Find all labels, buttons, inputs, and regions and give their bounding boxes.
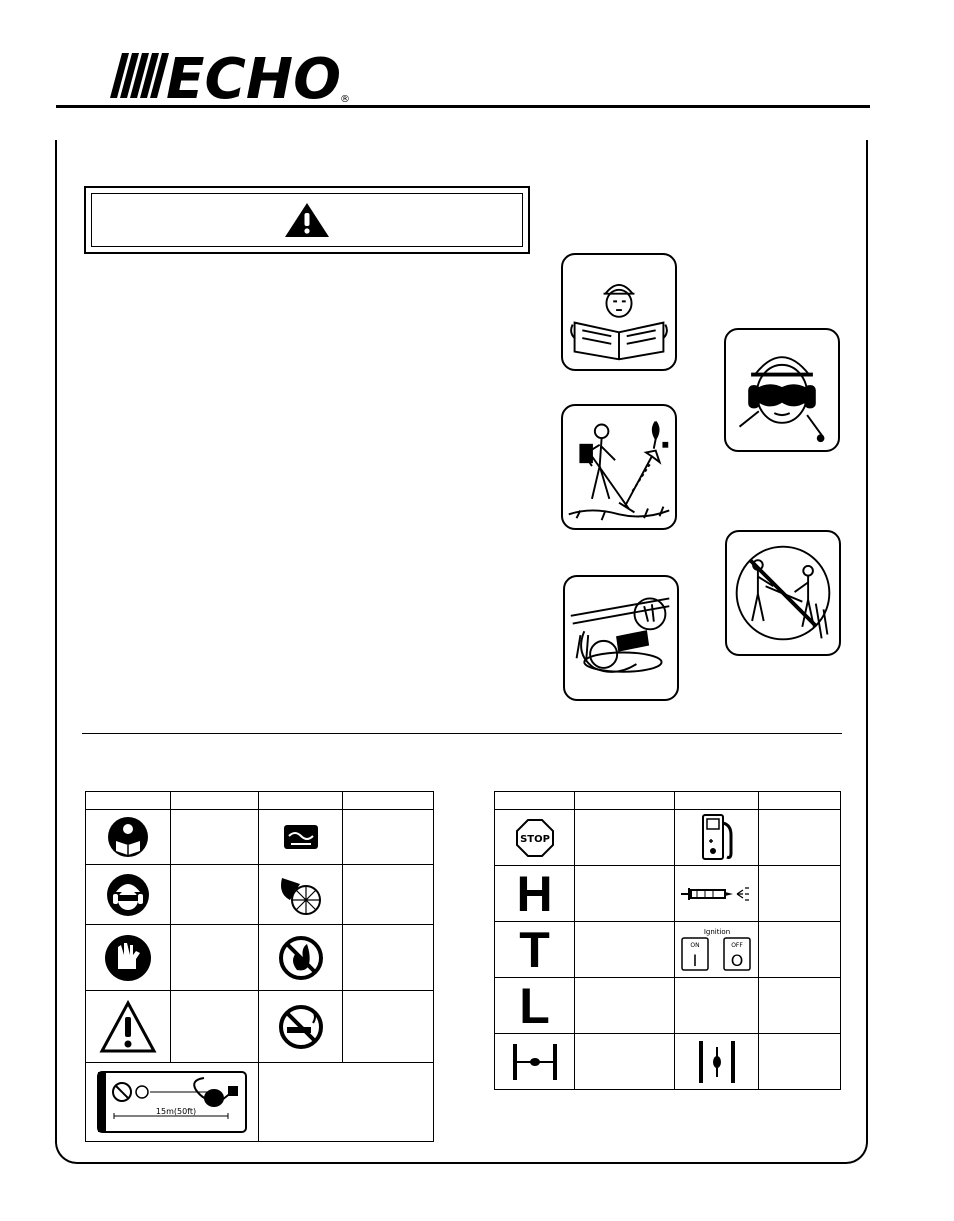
choke-open-icon — [675, 1034, 759, 1090]
eye-ear-protection-symbol-icon — [86, 865, 171, 925]
stop-sign-icon — [495, 810, 575, 866]
ignition-switch-icon — [675, 922, 759, 978]
read-manual-symbol-icon — [86, 810, 171, 865]
registered-mark: ® — [340, 94, 350, 104]
keep-distance-illustration — [725, 530, 841, 656]
ignition-off-label: OFF — [731, 941, 743, 949]
header-rule — [56, 105, 870, 108]
stop-label: STOP — [519, 833, 550, 845]
section-divider — [82, 733, 842, 734]
no-fire-symbol-icon — [259, 925, 343, 991]
caution-triangle-symbol-icon — [86, 991, 171, 1063]
bystander-distance-decal-icon — [86, 1063, 259, 1142]
choke-closed-icon — [495, 1034, 575, 1090]
no-bystanders-circle-icon — [727, 532, 839, 654]
table-header-row — [495, 792, 841, 810]
safety-symbols-table — [85, 791, 434, 1142]
echo-logo — [108, 48, 353, 104]
distance-label: 15m(50ft) — [155, 1107, 197, 1116]
table-row — [495, 1034, 841, 1090]
control-symbols-table — [494, 791, 841, 1090]
table-row — [86, 865, 434, 925]
table-row — [495, 978, 841, 1034]
low-speed-letter: L — [519, 977, 550, 1034]
warning-banner — [84, 186, 530, 254]
table-header-row — [86, 792, 434, 810]
table-row — [495, 866, 841, 922]
table-row — [86, 925, 434, 991]
table-row — [495, 922, 841, 978]
read-manual-illustration — [561, 253, 677, 371]
thrown-objects-symbol-icon — [259, 865, 343, 925]
operator-trimming-debris-icon — [563, 406, 675, 528]
thrown-objects-illustration — [561, 404, 677, 530]
no-smoking-symbol-icon — [259, 991, 343, 1063]
fuel-pump-icon — [675, 810, 759, 866]
table-row — [86, 991, 434, 1063]
table-row — [86, 1063, 434, 1142]
table-row — [86, 810, 434, 865]
goggles-ear-muffs-head-icon — [726, 330, 838, 450]
trimmer-head-close-up-icon — [565, 577, 677, 699]
trim-speed-letter: T — [519, 921, 550, 978]
eye-ear-protection-illustration — [724, 328, 840, 452]
table-row — [495, 810, 841, 866]
high-speed-letter: H — [516, 865, 553, 922]
cutting-head-illustration — [563, 575, 679, 701]
person-reading-manual-icon — [563, 255, 675, 369]
hot-surface-symbol-icon — [259, 810, 343, 865]
ignition-on-label: ON — [690, 941, 700, 949]
warning-triangle-icon — [283, 201, 331, 239]
primer-bulb-icon — [675, 866, 759, 922]
ignition-off-symbol: O — [730, 950, 744, 970]
ignition-label: Ignition — [703, 927, 731, 936]
brand-name: ECHO — [166, 48, 341, 104]
ignition-on-symbol: I — [692, 950, 698, 970]
wear-gloves-symbol-icon — [86, 925, 171, 991]
